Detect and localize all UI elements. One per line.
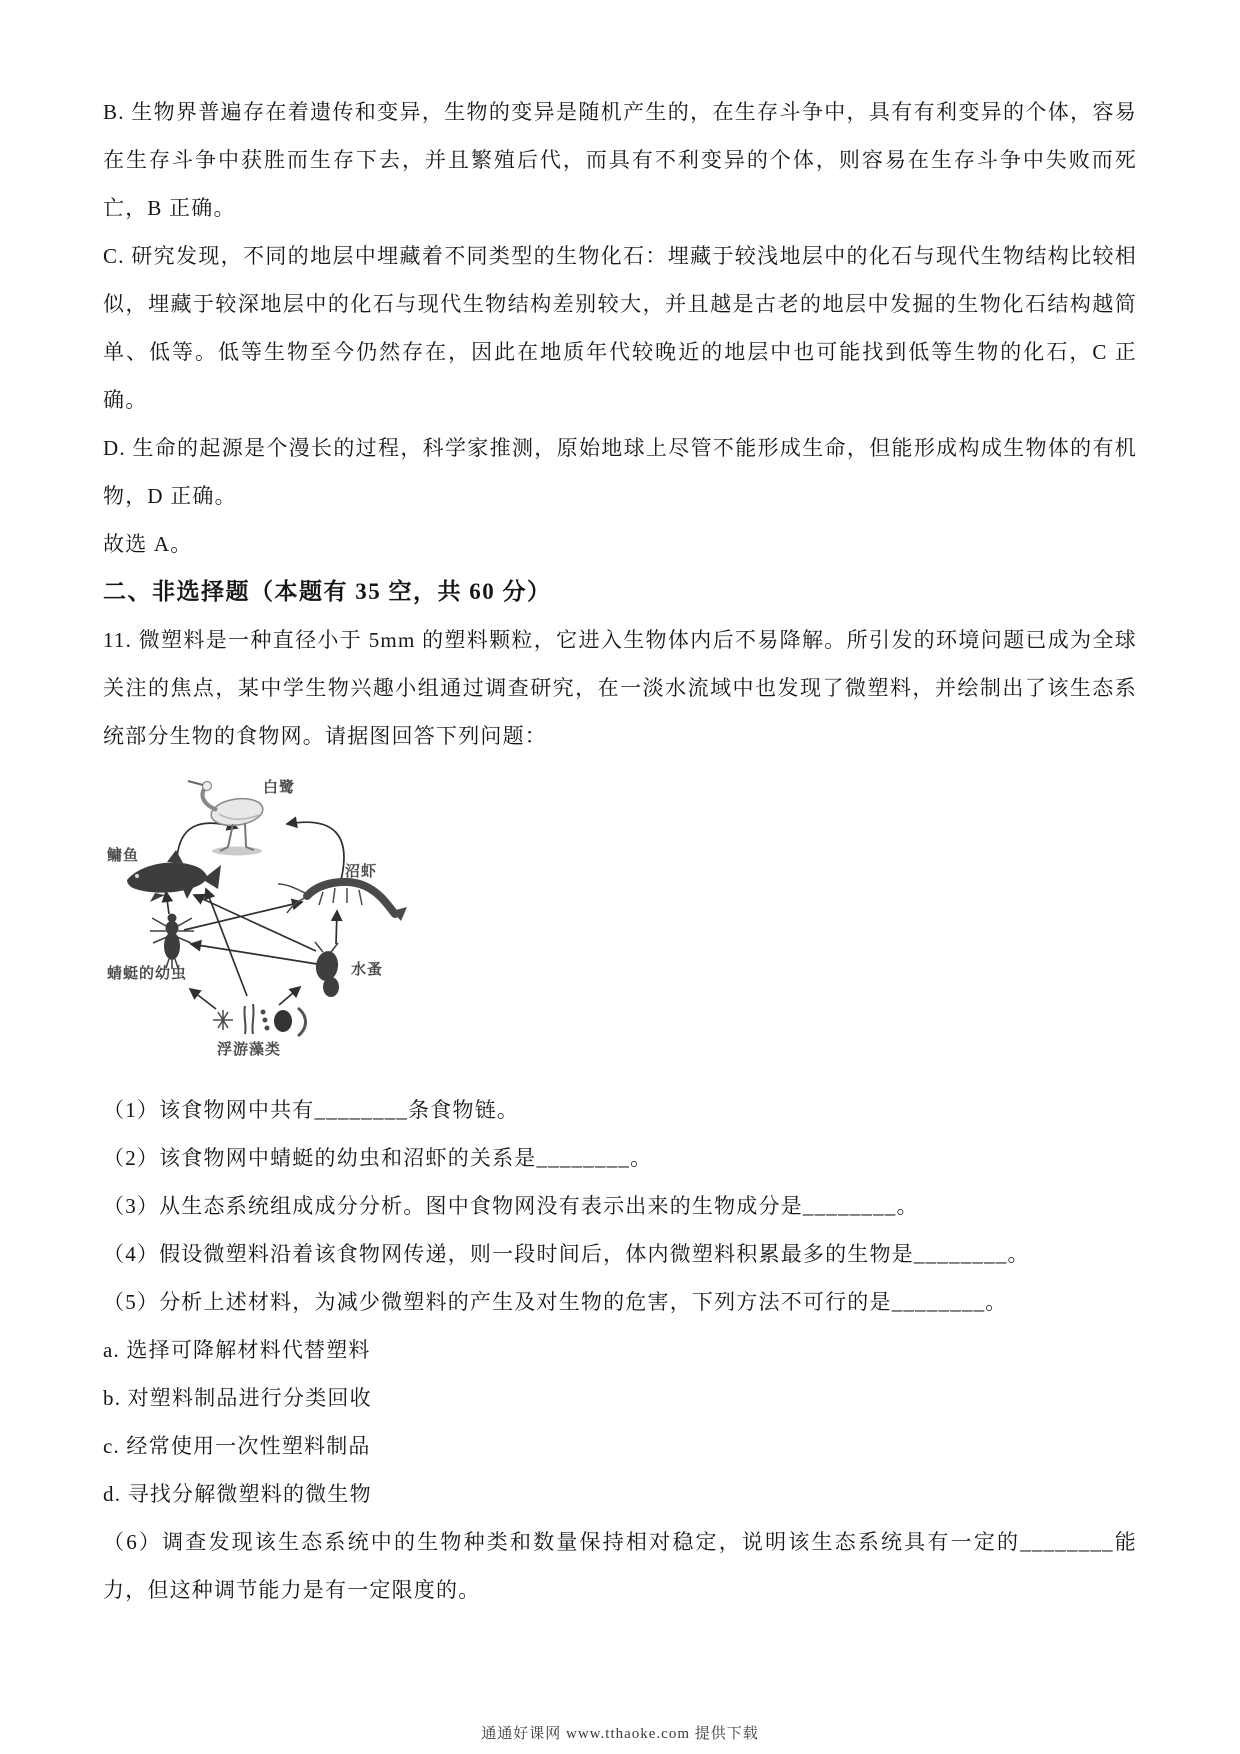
choice-b: b. 对塑料制品进行分类回收 <box>103 1386 372 1410</box>
food-web-figure <box>95 768 455 1068</box>
analysis-option-c: C. 研究发现，不同的地层中埋藏着不同类型的生物化石：埋藏于较浅地层中的化石与现代生物结构比较相似，埋藏于较深地层中的化石与现代生物结构差别较大，并且越是古老的地层中发掘的生物化石结构越简单、低等。低等生物至今仍然存在，因此在地质年代较晚近的地层中也可能找到低等生物的化石，C 正确。 <box>103 244 1137 412</box>
arrow-larva-to-shrimp <box>184 902 302 930</box>
question-11-stem: 11. 微塑料是一种直径小于 5mm 的塑料颗粒，它进入生物体内后不易降解。所引发的环境问题已成为全球关注的焦点，某中学生物兴趣小组通过调查研究，在一淡水流域中也发现了微塑料，并绘制出了该生态系统部分生物的食物网。请据图回答下列问题： <box>103 628 1137 748</box>
shrimp-illustration <box>278 882 407 921</box>
sub-question-6: （6）调查发现该生态系统中的生物种类和数量保持相对稳定，说明该生态系统具有一定的________能力，但这种调节能力是有一定限度的。 <box>103 1530 1137 1602</box>
arrow-larva-to-fish <box>166 892 169 914</box>
analysis-option-b: B. 生物界普遍存在着遗传和变异，生物的变异是随机产生的，在生存斗争中，具有有利变异的个体，容易在生存斗争中获胜而生存下去，并且繁殖后代，而具有不利变异的个体，则容易在生存斗争中失败而死亡，B 正确。 <box>103 100 1137 220</box>
choice-a: a. 选择可降解材料代替塑料 <box>103 1338 371 1362</box>
shrimp-label: 沼虾 <box>345 864 378 880</box>
section-header: 二、非选择题（本题有 35 空，共 60 分） <box>103 579 552 604</box>
arrow-shrimp-to-egret <box>287 822 344 880</box>
water-flea-label: 水蚤 <box>351 962 384 978</box>
page-content <box>103 88 1137 1614</box>
fish-label: 鳙鱼 <box>107 848 140 864</box>
egret-illustration <box>188 781 265 856</box>
arrow-waterflea-to-larva <box>191 944 317 964</box>
water-flea-illustration <box>314 942 340 997</box>
analysis-conclusion: 故选 A。 <box>103 532 193 556</box>
arrow-algae-to-larva <box>190 989 216 1009</box>
sub-question-1: （1）该食物网中共有________条食物链。 <box>103 1098 520 1122</box>
choice-c: c. 经常使用一次性塑料制品 <box>103 1434 371 1458</box>
dragonfly-larva-illustration <box>150 914 194 970</box>
sub-question-4: （4）假设微塑料沿着该食物网传递，则一段时间后，体内微塑料积累最多的生物是________。 <box>103 1242 1030 1266</box>
sub-question-3: （3）从生态系统组成成分分析。图中食物网没有表示出来的生物成分是________。 <box>103 1194 919 1218</box>
choice-d: d. 寻找分解微塑料的微生物 <box>103 1482 372 1506</box>
dragonfly-larva-label: 蜻蜓的幼虫 <box>107 966 188 982</box>
arrow-waterflea-to-shrimp <box>336 911 337 944</box>
page-footer: 通通好课网 www.tthaoke.com 提供下载 <box>481 1726 759 1742</box>
algae-illustration <box>213 1004 306 1036</box>
egret-label: 白鹭 <box>263 780 296 796</box>
analysis-option-d: D. 生命的起源是个漫长的过程，科学家推测，原始地球上尽管不能形成生命，但能形成构成生物体的有机物，D 正确。 <box>103 436 1137 508</box>
sub-question-5: （5）分析上述材料，为减少微塑料的产生及对生物的危害，下列方法不可行的是________。 <box>103 1290 1008 1314</box>
algae-label: 浮游藻类 <box>217 1042 282 1058</box>
arrow-algae-to-waterflea <box>279 987 300 1005</box>
fish-illustration <box>127 850 221 902</box>
arrow-algae-to-fish <box>206 889 247 996</box>
sub-question-2: （2）该食物网中蜻蜓的幼虫和沼虾的关系是________。 <box>103 1146 653 1170</box>
